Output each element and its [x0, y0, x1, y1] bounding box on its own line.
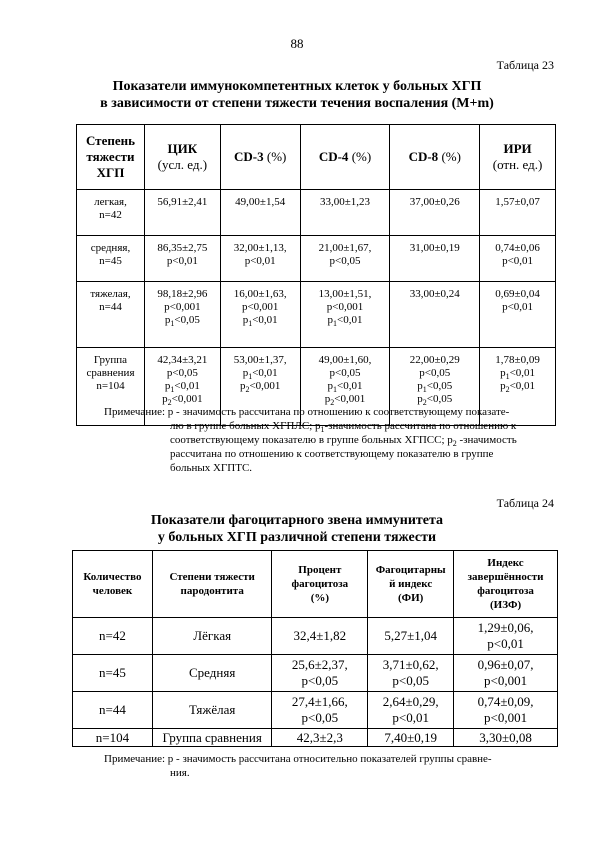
t23-value-line: p<0,01: [502, 301, 534, 313]
t24-value-line: 3,71±0,62,: [382, 657, 439, 672]
t23-value-line: 33,00±0,24: [409, 288, 460, 300]
t24-header-line: Степени тяжести: [169, 571, 255, 583]
t24-value-line: 42,3±2,3: [296, 729, 343, 745]
t23-header-sub: (отн. ед.): [492, 157, 543, 172]
t23-stage-line: тяжелая,: [90, 288, 131, 300]
t23-value-line: $p_2<0,001$: [239, 380, 281, 395]
t23-value-line: $p_1<0,01$: [500, 367, 536, 382]
table24: [72, 550, 558, 747]
t23-value-line: p<0,001: [241, 301, 279, 313]
t24-value-line: 32,4±1,82: [293, 628, 347, 643]
t23-value-line: p<0,05: [329, 255, 361, 267]
t23-stage-line: Группа: [93, 354, 128, 366]
t23-value-line: p<0,01: [244, 255, 276, 267]
t24-cell: [368, 692, 454, 729]
t24-value-line: 1,29±0,06,: [477, 620, 534, 635]
t24-header-cell: [272, 551, 368, 618]
t23-header-cell: [77, 125, 145, 190]
t24-value-line: Средняя: [189, 665, 236, 680]
t23-value-line: $p_1<0,01$: [327, 314, 363, 329]
t23-value-line: p<0,001: [164, 301, 201, 313]
t24-value-line: р<0,01: [392, 710, 429, 725]
t24-header-line: фагоцитоза: [291, 578, 349, 590]
t23-note-line: больных ХГПТС.: [170, 462, 253, 474]
t23-value-line: 37,00±0,26: [409, 196, 460, 208]
t23-value-cell: [480, 236, 556, 282]
t23-value-line: p<0,01: [166, 255, 198, 267]
t23-value-line: $p_2<0,001$: [162, 393, 203, 408]
t24-header-cell: [454, 551, 558, 618]
table23-note: [104, 405, 556, 475]
t24-note-line: ния.: [170, 767, 190, 779]
t24-value-line: р<0,05: [392, 673, 429, 688]
t24-value-line: n=42: [99, 628, 126, 643]
t24-value-line: 7,40±0,19: [384, 729, 437, 745]
t23-value-cell: [390, 236, 480, 282]
t23-header-sub: (%): [263, 149, 287, 164]
t23-row: [77, 190, 556, 236]
t23-header-main: CD-3: [234, 149, 264, 164]
t23-value-line: $p_1<0,01$: [327, 380, 363, 395]
page-number: 88: [290, 36, 304, 51]
t23-row: [77, 282, 556, 348]
t24-value-line: Тяжёлая: [188, 702, 236, 717]
t24-cell: [73, 618, 153, 655]
t23-value-line: 21,00±1,67,: [318, 242, 372, 254]
t23-value-line: $p_2<0,05$: [417, 393, 453, 408]
t23-row: [77, 236, 556, 282]
t24-header-line: Количество: [83, 571, 142, 583]
t23-header-sub: (усл. ед.): [157, 157, 208, 172]
t23-note-line: соответствующему показателю в группе больных ХГПСС; $р_2$ -значимость: [170, 434, 517, 449]
t23-value-cell: [480, 190, 556, 236]
t23-value-line: 0,74±0,06: [495, 242, 540, 254]
t23-value-line: $p_2<0,01$: [500, 380, 536, 395]
t23-header-main: Степень тяжести ХГП: [85, 133, 135, 180]
t23-value-line: $p_1<0,05$: [417, 380, 453, 395]
t24-header-line: (ФИ): [398, 592, 424, 604]
t23-value-line: 32,00±1,13,: [233, 242, 287, 254]
t24-cell: [272, 618, 368, 655]
table24-title-line1: Показатели фагоцитарного звена иммунитета: [150, 513, 444, 528]
t24-cell: [454, 692, 558, 729]
t23-stage-line: легкая,: [94, 196, 127, 208]
t23-header-cell: [220, 125, 300, 190]
t23-value-cell: [480, 282, 556, 348]
table23: [76, 124, 556, 426]
t24-value-line: Лёгкая: [193, 628, 232, 643]
t24-value-line: n=44: [99, 702, 126, 717]
t24-header-line: Процент: [298, 564, 342, 576]
t24-cell: [272, 655, 368, 692]
table23-title-line2: в зависимости от степени тяжести течения воспаления (М+m): [100, 96, 494, 111]
table24-title-line2: у больных ХГП различной степени тяжести: [157, 530, 437, 545]
t23-value-line: 33,00±1,23: [319, 196, 371, 208]
t23-stage-line: n=45: [99, 255, 122, 267]
t24-value-line: 25,6±2,37,: [291, 657, 348, 672]
t23-value-line: 56,91±2,41: [157, 196, 208, 208]
t23-header-cell: [480, 125, 556, 190]
t24-value-line: n=45: [99, 665, 126, 680]
t23-value-cell: [220, 282, 300, 348]
t24-value-line: 27,4±1,66,: [291, 694, 348, 709]
t24-value-line: 5,27±1,04: [384, 628, 437, 643]
t24-value-line: Группа сравнения: [162, 729, 262, 745]
t23-header-cell: [390, 125, 480, 190]
t23-note-line: рассчитана по отношению к соответствующему показателю в группе: [170, 448, 494, 460]
t24-cell: [454, 655, 558, 692]
table23-title-line1: Показатели иммунокомпетентных клеток у больных ХГП: [112, 79, 482, 94]
t24-cell: [73, 729, 153, 747]
t23-stage-line: n=44: [99, 301, 122, 313]
t24-cell: [368, 655, 454, 692]
t23-value-line: p<0,05: [329, 367, 361, 379]
t23-value-cell: [390, 282, 480, 348]
t23-value-line: $p_1<0,01$: [242, 314, 278, 329]
t23-value-line: 16,00±1,63,: [233, 288, 287, 300]
t24-row: [73, 729, 558, 747]
t23-stage-cell: [77, 190, 145, 236]
t23-value-cell: [300, 236, 390, 282]
t24-value-line: 2,64±0,29,: [382, 694, 439, 709]
t23-value-cell: [220, 190, 300, 236]
t23-value-cell: [144, 236, 220, 282]
t24-value-line: р<0,05: [301, 710, 339, 725]
t24-header-cell: [368, 551, 454, 618]
t23-value-line: 0,69±0,04: [495, 288, 540, 300]
t23-value-line: 49,00±1,54: [235, 196, 286, 208]
t24-value-line: р<0,001: [484, 673, 528, 688]
t23-value-cell: [300, 282, 390, 348]
t23-value-line: p<0,05: [419, 367, 451, 379]
t23-stage-line: n=42: [99, 209, 122, 221]
t24-note-line: Примечание: р - значимость рассчитана относительно показателей группы сравне-: [104, 753, 492, 765]
t23-stage-cell: [77, 236, 145, 282]
t24-value-line: р<0,05: [301, 673, 339, 688]
t23-value-line: 42,34±3,21: [157, 354, 208, 366]
t23-stage-cell: [77, 282, 145, 348]
t24-cell: [272, 692, 368, 729]
t24-value-line: 0,74±0,09,: [477, 694, 534, 709]
t23-header-cell: [144, 125, 220, 190]
t23-header-sub: (%): [438, 149, 461, 164]
t24-cell: [454, 729, 558, 747]
t23-value-line: $p_2<0,001$: [324, 393, 366, 408]
t24-cell: [152, 655, 272, 692]
t24-cell: [368, 729, 454, 747]
t23-header-main: ИРИ: [503, 141, 532, 156]
t23-value-cell: [144, 190, 220, 236]
t24-row: [73, 655, 558, 692]
t23-header-main: CD-8: [408, 149, 439, 164]
table23-caption: Таблица 23: [496, 58, 554, 72]
t23-value-cell: [220, 236, 300, 282]
t24-cell: [73, 655, 153, 692]
t23-value-line: $p_1<0,01$: [242, 367, 278, 382]
t24-cell: [152, 618, 272, 655]
t23-value-line: 22,00±0,29: [409, 354, 460, 366]
t24-row: [73, 618, 558, 655]
t24-cell: [454, 618, 558, 655]
t24-value-line: р<0,01: [487, 636, 524, 651]
t23-header-main: ЦИК: [167, 141, 198, 156]
t23-value-line: 1,57±0,07: [495, 196, 540, 208]
t23-value-cell: [144, 282, 220, 348]
t24-header-line: й индекс: [389, 578, 433, 590]
t23-stage-line: сравнения: [86, 367, 135, 379]
table23-title: [0, 78, 594, 112]
t24-value-line: 0,96±0,07,: [477, 657, 534, 672]
t23-value-line: 98,18±2,96: [157, 288, 208, 300]
t24-header-line: фагоцитоза: [477, 585, 534, 597]
t23-value-cell: [390, 190, 480, 236]
t24-header-line: завершённости: [467, 571, 544, 583]
t23-note-line: лю в группе больных ХГПЛС; $р_1$-значимость рассчитана по отношению к: [170, 420, 517, 435]
t23-header-main: CD-4: [318, 149, 349, 164]
t24-value-line: р<0,001: [484, 710, 528, 725]
t24-header-line: Фагоцитарны: [375, 564, 446, 576]
table24-title: [0, 512, 594, 546]
t24-header-cell: [73, 551, 153, 618]
t24-cell: [152, 729, 272, 747]
t23-header-cell: [300, 125, 390, 190]
t24-header-line: пародонтита: [180, 585, 244, 597]
t24-cell: [368, 618, 454, 655]
t23-header-sub: (%): [348, 149, 372, 164]
t23-note-line: Примечание: р - значимость рассчитана по отношению к соответствующему показате-: [104, 406, 510, 418]
t24-row: [73, 692, 558, 729]
t24-header-line: (ИЗФ): [489, 599, 522, 611]
t24-header-line: человек: [92, 585, 133, 597]
t23-value-line: p<0,05: [166, 367, 198, 379]
table24-note: [104, 752, 556, 780]
t24-cell: [272, 729, 368, 747]
t24-header-cell: [152, 551, 272, 618]
t23-stage-line: n=104: [96, 380, 125, 392]
t23-value-line: 1,78±0,09: [495, 354, 540, 366]
t23-value-line: 13,00±1,51,: [318, 288, 372, 300]
t23-value-line: 53,00±1,37,: [233, 354, 287, 366]
t24-cell: [73, 692, 153, 729]
t24-value-line: 3,30±0,08: [479, 729, 532, 745]
t24-value-line: n=104: [95, 729, 130, 745]
t23-value-line: p<0,01: [502, 255, 534, 267]
t23-value-cell: [300, 190, 390, 236]
t24-header-line: (%): [310, 592, 330, 604]
t23-value-line: $p_1<0,01$: [164, 380, 200, 395]
t23-value-line: 31,00±0,19: [409, 242, 460, 254]
t23-value-line: p<0,001: [326, 301, 364, 313]
t24-cell: [152, 692, 272, 729]
t23-value-line: 49,00±1,60,: [318, 354, 372, 366]
t23-stage-line: средняя,: [90, 242, 131, 254]
t24-header-line: Индекс: [487, 557, 524, 569]
table24-caption: Таблица 24: [496, 496, 554, 510]
t23-value-line: 86,35±2,75: [157, 242, 208, 254]
t23-value-line: $p_1<0,05$: [164, 314, 200, 329]
